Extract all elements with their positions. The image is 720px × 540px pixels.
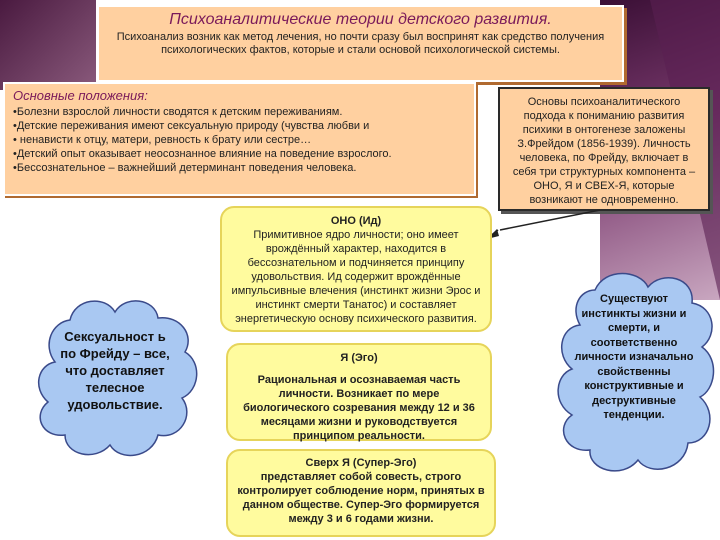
- header-text: Психоанализ возник как метод лечения, но почти сразу был воспринят как средство получения психологических фактов, которые и стали основой психологической системы.: [116, 31, 605, 56]
- id-box: [220, 206, 492, 332]
- structure-note-text: Основы психоаналитического подхода к пониманию развития психики в онтогенезе заложены З.Фрейдом (1856-1939). Личность человека, по Фрейду, включает в себя три структурных компонента – ОНО, Я и СВЕХ-Я, которые возникают не одновременно.: [512, 96, 696, 206]
- list-item: • ненависти к отцу, матери, ревность к брату или сестре…: [13, 133, 466, 147]
- list-item: • Бессознательное – важнейший детерминант поведения человека.: [13, 161, 466, 175]
- id-title: ОНО (Ид): [330, 215, 382, 227]
- superego-text: представляет собой совесть, строго контролирует соблюдение норм, принятых в данном обществе. Супер-Эго формируется между 3 и 6 годами жизни.: [237, 471, 485, 525]
- ego-text: Рациональная и осознаваемая часть личности. Возникает по мере биологического созревания между 12 и 36 месяцами жизни и руководствуется принципом реальности.: [243, 374, 475, 442]
- list-item: • Детские переживания имеют сексуальную природу (чувства любви и: [13, 119, 466, 133]
- cloud-left-text: Сексуальност ь по Фрейду – все, что доставляет телесное удовольствие.: [60, 329, 170, 412]
- id-text: Примитивное ядро личности; оно имеет врождённый характер, находится в бессознательном и подчиняется принципу удовольствия. Ид содержит врождённые импульсивные влечения (инстинкт жизни Эрос и инстинкт смерти Танатос) и составляет энергетическую основу психического развития.: [231, 229, 481, 325]
- cloud-right-text: Существуют инстинкты жизни и смерти, и соответственно личности изначально свойственны конструктивные и деструктивные тенденции.: [574, 293, 694, 421]
- superego-title: Сверх Я (Супер-Эго): [305, 457, 417, 469]
- list-item: • Детский опыт оказывает неосознанное влияние на поведение взрослого.: [13, 147, 466, 161]
- superego-box: [226, 449, 496, 537]
- page-title: Психоаналитические теории детского развития.: [169, 11, 552, 28]
- principles-title: Основные положения:: [13, 88, 148, 103]
- ego-box: [226, 343, 492, 441]
- ego-title: Я (Эго): [340, 352, 378, 364]
- list-item: • Болезни взрослой личности сводятся к детским переживаниям.: [13, 105, 466, 119]
